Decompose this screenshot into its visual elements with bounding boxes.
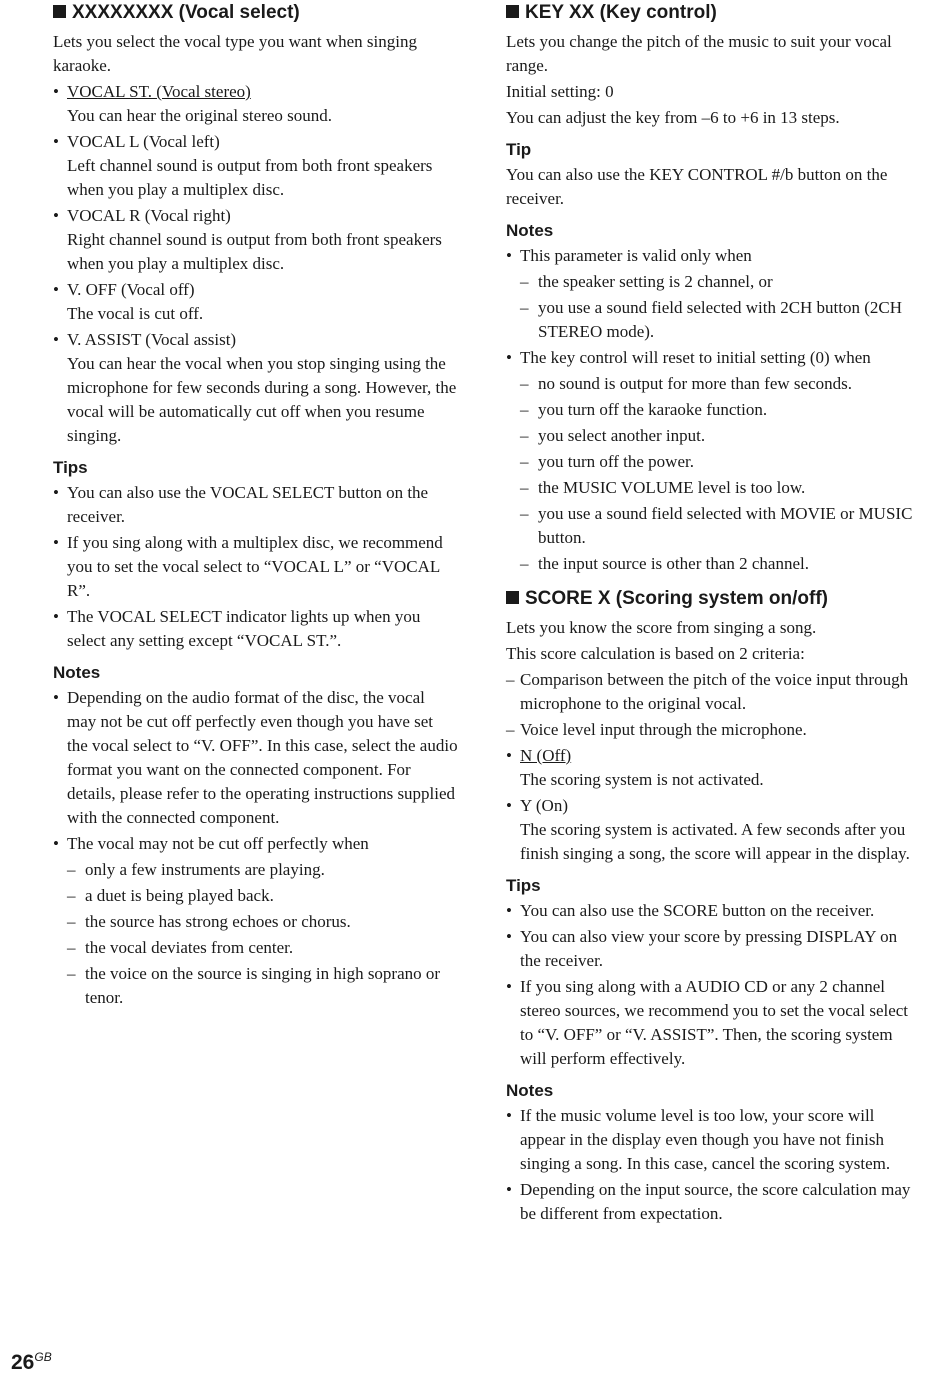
list-item: • You can also use the VOCAL SELECT button on the receiver. <box>53 481 458 529</box>
list-item: • VOCAL R (Vocal right) Right channel sound is output from both front speakers when you play a multiplex disc. <box>53 204 458 276</box>
list-item: • You can also view your score by pressing DISPLAY on the receiver. <box>506 925 916 973</box>
list-item: – the voice on the source is singing in high soprano or tenor. <box>53 962 458 1010</box>
list-item: – no sound is output for more than few seconds. <box>506 372 916 396</box>
key-control-initial: Initial setting: 0 <box>506 82 614 101</box>
list-item: – the MUSIC VOLUME level is too low. <box>506 476 916 500</box>
list-item: – you use a sound field selected with 2CH button (2CH STEREO mode). <box>506 296 916 344</box>
list-item: – the source has strong echoes or chorus. <box>53 910 458 934</box>
list-item: • Depending on the audio format of the disc, the vocal may not be cut off perfectly even though you have set the vocal select to “V. OFF”. In this case, select the audio format you want on the connected component. For details, please refer to the operating instructions supplied with the connected component. <box>53 686 458 830</box>
list-item: • Depending on the input source, the score calculation may be different from expectation. <box>506 1178 916 1226</box>
notes-heading: Notes <box>506 221 554 240</box>
list-item: – you select another input. <box>506 424 916 448</box>
vocal-select-intro: Lets you select the vocal type you want when singing karaoke. <box>53 32 417 75</box>
list-item: • If you sing along with a multiplex disc, we recommend you to set the vocal select to “VOCAL L” or “VOCAL R”. <box>53 531 458 603</box>
square-bullet-icon <box>53 5 66 18</box>
left-column <box>53 0 458 1012</box>
list-item: – a duet is being played back. <box>53 884 458 908</box>
score-options <box>506 744 916 866</box>
square-bullet-icon <box>506 591 519 604</box>
list-item: • V. ASSIST (Vocal assist) You can hear the vocal when you stop singing using the microphone for few seconds during a song. However, the vocal will be automatically cut off when you resume singing. <box>53 328 458 448</box>
list-item: • If the music volume level is too low, your score will appear in the display even though you have not finish singing a song. In this case, cancel the scoring system. <box>506 1104 916 1176</box>
list-item: • The VOCAL SELECT indicator lights up when you select any setting except “VOCAL ST.”. <box>53 605 458 653</box>
score-criteria <box>506 668 916 742</box>
tips-heading: Tips <box>506 876 541 895</box>
notes-heading: Notes <box>53 663 101 682</box>
vocal-select-heading: XXXXXXXX (Vocal select) <box>53 1 458 25</box>
tips-list <box>53 481 458 653</box>
notes-heading: Notes <box>506 1081 554 1100</box>
list-item: • VOCAL ST. (Vocal stereo) You can hear the original stereo sound. <box>53 80 458 128</box>
score-criteria-intro: This score calculation is based on 2 criteria: <box>506 644 805 663</box>
key-control-adjust: You can adjust the key from –6 to +6 in 13 steps. <box>506 108 840 127</box>
tips-heading: Tips <box>53 458 88 477</box>
notes-list <box>506 1104 916 1226</box>
list-item: • The vocal may not be cut off perfectly when <box>53 832 458 856</box>
square-bullet-icon <box>506 5 519 18</box>
list-item: – Voice level input through the microphone. <box>506 718 916 742</box>
list-item: • VOCAL L (Vocal left) Left channel sound is output from both front speakers when you play a multiplex disc. <box>53 130 458 202</box>
list-item: • Y (On) The scoring system is activated. A few seconds after you finish singing a song, the score will appear in the display. <box>506 794 916 866</box>
right-column <box>506 0 916 1228</box>
vocal-select-options <box>53 80 458 448</box>
tips-list <box>506 899 916 1071</box>
list-item: – the input source is other than 2 channel. <box>506 552 916 576</box>
list-item: – you turn off the karaoke function. <box>506 398 916 422</box>
score-intro: Lets you know the score from singing a song. <box>506 618 817 637</box>
key-control-intro: Lets you change the pitch of the music to suit your vocal range. <box>506 32 892 75</box>
list-item: • N (Off) The scoring system is not activated. <box>506 744 916 792</box>
notes-list <box>506 244 916 576</box>
list-item: – you use a sound field selected with MOVIE or MUSIC button. <box>506 502 916 550</box>
key-control-heading: KEY XX (Key control) <box>506 1 916 25</box>
list-item: – Comparison between the pitch of the voice input through microphone to the original vocal. <box>506 668 916 716</box>
list-item: – you turn off the power. <box>506 450 916 474</box>
list-item: – the speaker setting is 2 channel, or <box>506 270 916 294</box>
list-item: • This parameter is valid only when <box>506 244 916 268</box>
list-item: • You can also use the SCORE button on the receiver. <box>506 899 916 923</box>
list-item: – only a few instruments are playing. <box>53 858 458 882</box>
key-control-tip: You can also use the KEY CONTROL #/b button on the receiver. <box>506 165 888 208</box>
list-item: – the vocal deviates from center. <box>53 936 458 960</box>
list-item: • The key control will reset to initial setting (0) when <box>506 346 916 370</box>
page-number: $26^{GB}$ <box>11 1350 52 1374</box>
score-heading: SCORE X (Scoring system on/off) <box>506 587 916 611</box>
list-item: • V. OFF (Vocal off) The vocal is cut off. <box>53 278 458 326</box>
list-item: • If you sing along with a AUDIO CD or any 2 channel stereo sources, we recommend you to set the vocal select to “V. OFF” or “V. ASSIST”. Then, the scoring system will perform effectively. <box>506 975 916 1071</box>
tip-heading: Tip <box>506 140 532 159</box>
notes-list <box>53 686 458 1010</box>
